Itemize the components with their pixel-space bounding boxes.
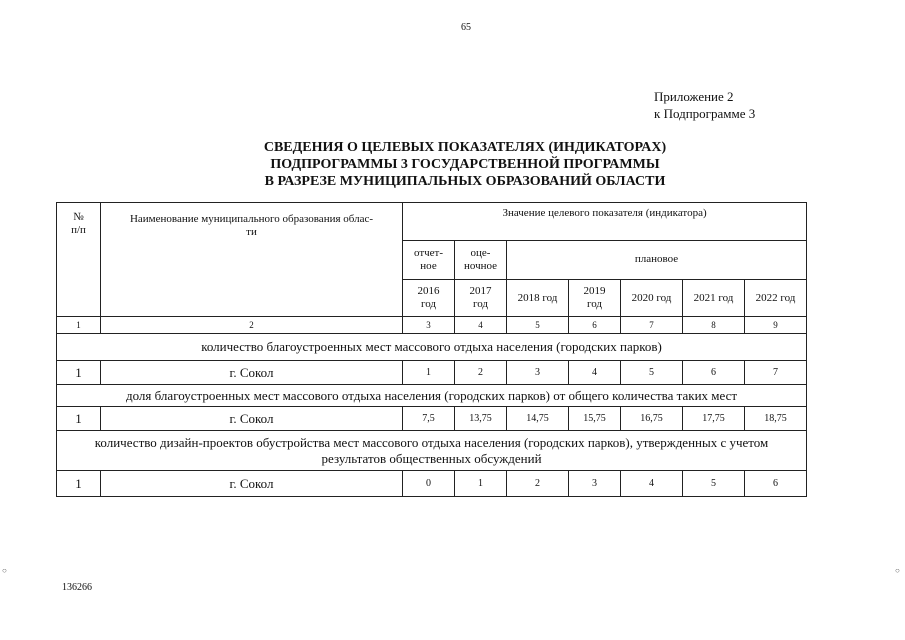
document-title	[170, 139, 760, 190]
row-value: 7,5	[403, 407, 455, 431]
column-number: 9	[745, 317, 807, 334]
row-value: 16,75	[621, 407, 683, 431]
row-value: 1	[455, 471, 507, 497]
row-value: 14,75	[507, 407, 569, 431]
column-number: 6	[569, 317, 621, 334]
column-number-row	[57, 317, 807, 334]
page-number: 65	[461, 22, 471, 33]
header-year: 2022 год	[745, 280, 807, 317]
title-line-3: В РАЗРЕЗЕ МУНИЦИПАЛЬНЫХ ОБРАЗОВАНИЙ ОБЛАСТИ	[264, 174, 666, 189]
appendix-line-2: к Подпрограмме 3	[654, 106, 756, 121]
row-value: 3	[507, 361, 569, 385]
header-year: 2019 год	[569, 280, 621, 317]
column-number: 4	[455, 317, 507, 334]
appendix-line-1: Приложение 2	[654, 89, 734, 104]
row-value: 7	[745, 361, 807, 385]
section-title: доля благоустроенных мест массового отдыха населения (городских парков) от общего количества таких мест	[57, 385, 807, 407]
binding-mark-left: ○	[2, 566, 7, 575]
column-number: 7	[621, 317, 683, 334]
row-value: 18,75	[745, 407, 807, 431]
section-title: количество благоустроенных мест массового отдыха населения (городских парков)	[57, 334, 807, 361]
header-num: № п/п	[57, 203, 101, 317]
header-year: 2017 год	[455, 280, 507, 317]
appendix-label	[654, 88, 755, 122]
title-line-1: СВЕДЕНИЯ О ЦЕЛЕВЫХ ПОКАЗАТЕЛЯХ (ИНДИКАТОРАХ)	[263, 140, 667, 155]
header-value: Значение целевого показателя (индикатора)	[403, 203, 807, 241]
header-year: 2021 год	[683, 280, 745, 317]
table-row	[57, 407, 807, 431]
header-year: 2016 год	[403, 280, 455, 317]
row-num: 1	[57, 407, 101, 431]
binding-mark-right: ○	[895, 566, 900, 575]
column-number: 2	[101, 317, 403, 334]
row-value: 13,75	[455, 407, 507, 431]
header-estimated: оце- ночное	[455, 241, 507, 280]
row-value: 1	[403, 361, 455, 385]
column-number: 1	[57, 317, 101, 334]
table-row	[57, 471, 807, 497]
header-year: 2018 год	[507, 280, 569, 317]
row-value: 17,75	[683, 407, 745, 431]
indicators-table	[56, 202, 807, 497]
header-year: 2020 год	[621, 280, 683, 317]
table-row	[57, 361, 807, 385]
header-name: Наименование муниципального образования облас- ти	[101, 203, 403, 317]
row-num: 1	[57, 471, 101, 497]
header-reported: отчет- ное	[403, 241, 455, 280]
row-name: г. Сокол	[101, 407, 403, 431]
section-title: количество дизайн-проектов обустройства мест массового отдыха населения (городских парков), утвержденных с учетом результатов общественных обсуждений	[57, 431, 807, 471]
row-name: г. Сокол	[101, 361, 403, 385]
column-number: 3	[403, 317, 455, 334]
row-value: 4	[569, 361, 621, 385]
row-num: 1	[57, 361, 101, 385]
row-value: 15,75	[569, 407, 621, 431]
row-name: г. Сокол	[101, 471, 403, 497]
row-value: 2	[507, 471, 569, 497]
title-line-2: ПОДПРОГРАММЫ 3 ГОСУДАРСТВЕННОЙ ПРОГРАММЫ	[270, 157, 660, 172]
row-value: 5	[683, 471, 745, 497]
document-code: 136266	[62, 582, 92, 593]
row-value: 6	[745, 471, 807, 497]
row-value: 5	[621, 361, 683, 385]
row-value: 3	[569, 471, 621, 497]
row-value: 4	[621, 471, 683, 497]
row-value: 0	[403, 471, 455, 497]
header-planned: плановое	[507, 241, 807, 280]
column-number: 5	[507, 317, 569, 334]
column-number: 8	[683, 317, 745, 334]
row-value: 2	[455, 361, 507, 385]
row-value: 6	[683, 361, 745, 385]
